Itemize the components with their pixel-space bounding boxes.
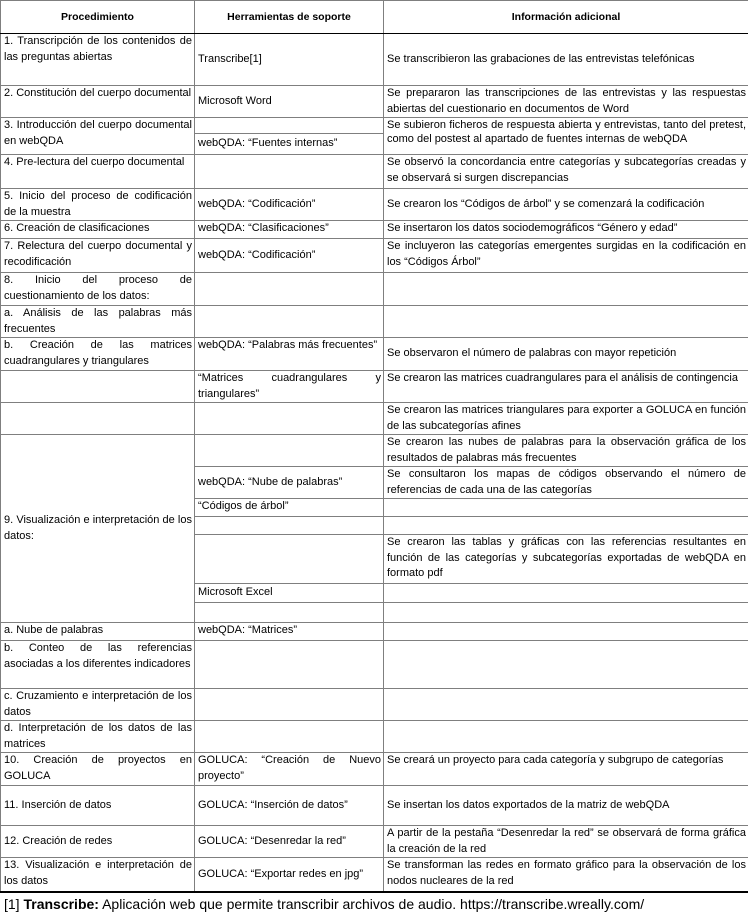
row10-procedure: 10. Creación de proyectos en GOLUCA: [1, 753, 195, 786]
row12-procedure: 12. Creación de redes: [1, 826, 195, 858]
row9a-info: [384, 623, 748, 641]
row6-procedure: 6. Creación de clasificaciones: [1, 221, 195, 239]
row11-info: Se insertan los datos exportados de la matriz de webQDA: [384, 786, 748, 826]
table-row: [1, 721, 748, 753]
row9b-info: [384, 641, 748, 689]
row6-info: Se insertaron los datos sociodemográficos “Género y edad”: [384, 221, 748, 239]
header-procedure: Procedimiento: [1, 1, 195, 34]
row9b-procedure: b. Conteo de las referencias asociadas a los diferentes indicadores: [1, 641, 195, 689]
row9-info3: [384, 499, 748, 517]
table-row: [1, 34, 748, 86]
row1-tool: Transcribe[1]: [195, 34, 384, 86]
table-row: [1, 786, 748, 826]
row10-tool: GOLUCA: “Creación de Nuevo proyecto”: [195, 753, 384, 786]
table-row: [1, 403, 748, 435]
row12-info: A partir de la pestaña “Desenredar la red” se observará de forma gráfica la creación de la red: [384, 826, 748, 858]
table-row: [1, 623, 748, 641]
row9-info5: Se crearon las tablas y gráficas con las referencias resultantes en función de las categorías y subcategorías exportadas de webQDA en formato pdf: [384, 535, 748, 584]
row5-info: Se crearon los “Códigos de árbol” y se comenzará la codificación: [384, 189, 748, 221]
table-row: [1, 858, 748, 892]
row5-tool: webQDA: “Codificación”: [195, 189, 384, 221]
row9d-procedure: d. Interpretación de los datos de las matrices: [1, 721, 195, 753]
table-row: [1, 435, 748, 467]
row3-tool: webQDA: “Fuentes internas”: [195, 133, 383, 154]
row9-tool4: [195, 517, 384, 535]
row9a-procedure: a. Nube de palabras: [1, 623, 195, 641]
row9b-tool: [195, 641, 384, 689]
header-info: Información adicional: [384, 1, 748, 34]
row2-procedure: 2. Constitución del cuerpo documental: [1, 86, 195, 118]
row1-info: Se transcribieron las grabaciones de las entrevistas telefónicas: [384, 34, 748, 86]
row9-info7: [384, 603, 748, 623]
row8d-procedure: [1, 403, 195, 435]
footnote-marker: [1]: [4, 896, 20, 912]
row7-procedure: 7. Relectura del cuerpo documental y recodificación: [1, 239, 195, 273]
row1-procedure: 1. Transcripción de los contenidos de las preguntas abiertas: [1, 34, 195, 86]
row8a-tool: [195, 306, 384, 338]
row8c-procedure: [1, 371, 195, 403]
row8c-tool: “Matrices cuadrangulares y triangulares”: [195, 371, 384, 403]
row9-tool1: [195, 435, 384, 467]
row11-tool: GOLUCA: “Inserción de datos”: [195, 786, 384, 826]
row11-procedure: 11. Inserción de datos: [1, 786, 195, 826]
table-row: [1, 86, 748, 118]
row3-info: Se subieron ficheros de respuesta abierta y entrevistas, tanto del pretest, como del postest al apartado de fuentes internas de webQDA: [384, 118, 748, 155]
row2-tool: Microsoft Word: [195, 86, 384, 118]
row9-tool5: [195, 535, 384, 584]
row4-info: Se observó la concordancia entre categorías y subcategorías creadas y se observará si surgen discrepancias: [384, 155, 748, 189]
table-row: [1, 641, 748, 689]
row8a-info: [384, 306, 748, 338]
row5-procedure: 5. Inicio del proceso de codificación de la muestra: [1, 189, 195, 221]
row13-procedure: 13. Visualización e interpretación de los datos: [1, 858, 195, 892]
table-row: [1, 189, 748, 221]
row12-tool: GOLUCA: “Desenredar la red”: [195, 826, 384, 858]
row3-tool-empty: [195, 118, 383, 133]
row9-tool3: “Códigos de árbol”: [195, 499, 384, 517]
row9c-tool: [195, 689, 384, 721]
row13-tool: GOLUCA: “Exportar redes en jpg”: [195, 858, 384, 892]
row9-info6: [384, 584, 748, 603]
row2-info: Se prepararon las transcripciones de las entrevistas y las respuestas abiertas del cuestionario en documentos de Word: [384, 86, 748, 118]
row9-info1: Se crearon las nubes de palabras para la observación gráfica de los resultados de palabras más frecuentes: [384, 435, 748, 467]
row8a-procedure: a. Análisis de las palabras más frecuentes: [1, 306, 195, 338]
row9-tool2: webQDA: “Nube de palabras”: [195, 467, 384, 499]
row6-tool: webQDA: “Clasificaciones”: [195, 221, 384, 239]
row9-info4: [384, 517, 748, 535]
row4-tool: [195, 155, 384, 189]
table-row: [1, 118, 748, 155]
row8d-tool: [195, 403, 384, 435]
table-row: [1, 306, 748, 338]
row9d-tool: [195, 721, 384, 753]
row9-info2: Se consultaron los mapas de códigos observando el número de referencias de cada una de las categorías: [384, 467, 748, 499]
row9-tool6: Microsoft Excel: [195, 584, 384, 603]
row9c-procedure: c. Cruzamiento e interpretación de los datos: [1, 689, 195, 721]
row4-procedure: 4. Pre-lectura del cuerpo documental: [1, 155, 195, 189]
row9-tool7: [195, 603, 384, 623]
table-row: [1, 273, 748, 306]
row8b-tool: webQDA: “Palabras más frecuentes”: [195, 338, 384, 371]
row10-info: Se creará un proyecto para cada categoría y subgrupo de categorías: [384, 753, 748, 786]
row9c-info: [384, 689, 748, 721]
row9d-info: [384, 721, 748, 753]
row7-info: Se incluyeron las categorías emergentes surgidas en la codificación en los “Códigos Árbol”: [384, 239, 748, 273]
table-row: [1, 338, 748, 371]
row8d-info: Se crearon las matrices triangulares para exporter a GOLUCA en función de las subcategorías afines: [384, 403, 748, 435]
footnote: [0, 891, 748, 914]
row3-tool-cell: [195, 118, 384, 155]
table-row: [1, 221, 748, 239]
table-row: [1, 689, 748, 721]
table-row: [1, 155, 748, 189]
row9-procedure: 9. Visualización e interpretación de los datos:: [1, 435, 195, 623]
table-header-row: [1, 1, 748, 34]
table-row: [1, 753, 748, 786]
row8-procedure: 8. Inicio del proceso de cuestionamiento de los datos:: [1, 273, 195, 306]
table-row: [1, 826, 748, 858]
row13-info: Se transforman las redes en formato gráfico para la observación de los nodos nucleares de la red: [384, 858, 748, 892]
header-tools: Herramientas de soporte: [195, 1, 384, 34]
row8b-procedure: b. Creación de las matrices cuadrangulares y triangulares: [1, 338, 195, 371]
row9a-tool: webQDA: “Matrices”: [195, 623, 384, 641]
footnote-text: Aplicación web que permite transcribir archivos de audio. https://transcribe.wreally.com/: [102, 896, 645, 912]
row3-procedure: 3. Introducción del cuerpo documental en webQDA: [1, 118, 195, 155]
row8c-info: Se crearon las matrices cuadrangulares para el análisis de contingencia: [384, 371, 748, 403]
table-row: [1, 371, 748, 403]
row7-tool: webQDA: “Codificación”: [195, 239, 384, 273]
row8-info: [384, 273, 748, 306]
row8b-info: Se observaron el número de palabras con mayor repetición: [384, 338, 748, 371]
table-row: [1, 239, 748, 273]
footnote-term: Transcribe:: [23, 896, 99, 912]
row8-tool: [195, 273, 384, 306]
